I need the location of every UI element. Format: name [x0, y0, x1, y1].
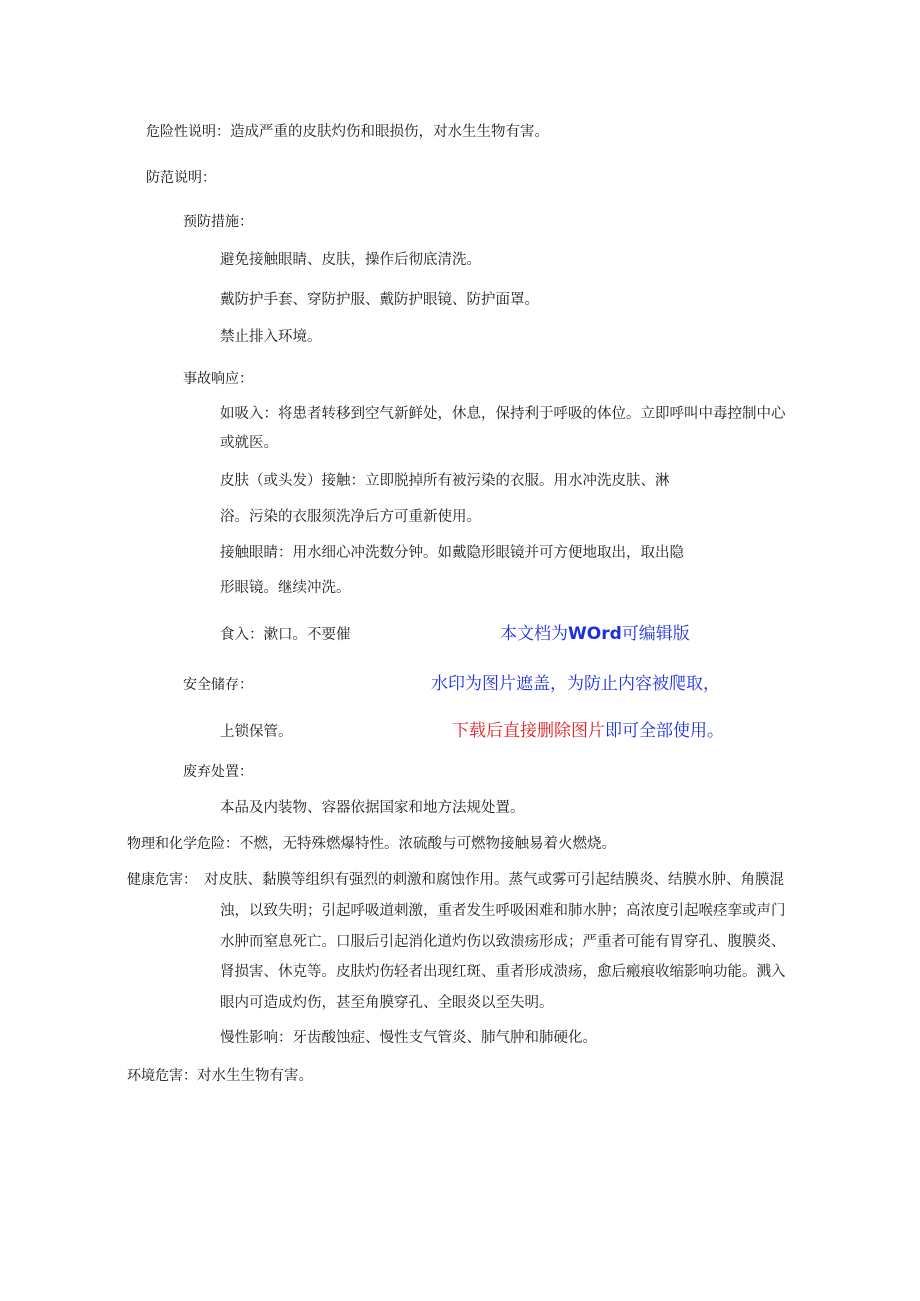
precaution-label: 防范说明： [146, 170, 216, 186]
watermark-text: 即可全部使用。 [605, 721, 724, 741]
watermark-word-text: WOrd [568, 624, 622, 644]
health-hazard-line: 眼内可造成灼伤，甚至角膜穿孔、全眼炎以至失明。 [220, 995, 554, 1011]
prevention-label: 预防措施： [183, 214, 253, 230]
storage-text: 上锁保管。 [220, 724, 293, 740]
environmental-hazard-label: 环境危害： [127, 1068, 197, 1084]
hazard-statement-text: 造成严重的皮肤灼伤和眼损伤，对水生生物有害。 [230, 124, 549, 140]
response-line: 浴。污染的衣服须洗净后方可重新使用。 [220, 509, 481, 525]
disposal-label: 废弃处置： [183, 764, 253, 780]
storage-label: 安全储存： [183, 677, 253, 693]
physical-chemical-hazard-text: 不燃，无特殊燃爆特性。浓硫酸与可燃物接触易着火燃烧。 [239, 836, 616, 852]
prevention-item: 戴防护手套、穿防护服、戴防护眼镜、防护面罩。 [220, 292, 539, 308]
physical-chemical-hazard-line [127, 834, 616, 854]
health-hazard-line: 水肿而窒息死亡。口服后引起消化道灼伤以致溃疡形成；严重者可能有胃穿孔、腹膜炎、 [220, 934, 786, 950]
health-hazard-chronic: 慢性影响：牙齿酸蚀症、慢性支气管炎、肺气肿和肺硬化。 [220, 1030, 597, 1046]
health-hazard-line: 肾损害、休克等。皮肤灼伤轻者出现红斑、重者形成溃疡，愈后瘢痕收缩影响功能。溅入 [220, 964, 786, 980]
watermark-text: 下载后直接删除图片 [452, 721, 605, 741]
health-hazard-line: 浊，以致失明；引起呼吸道刺激，重者发生呼吸困难和肺水肿；高浓度引起喉痉挛或声门 [220, 903, 786, 919]
watermark-line-1 [500, 623, 690, 645]
response-line: 接触眼睛：用水细心冲洗数分钟。如戴隐形眼镜并可方便地取出，取出隐 [220, 545, 684, 561]
watermark-text: 本文档为 [500, 624, 568, 644]
disposal-text: 本品及内装物、容器依据国家和地方法规处置。 [220, 800, 525, 816]
response-line: 或就医。 [220, 435, 278, 451]
watermark-line-3 [452, 720, 724, 742]
hazard-statement-label: 危险性说明： [146, 124, 230, 140]
physical-chemical-hazard-label: 物理和化学危险： [127, 836, 239, 852]
hazard-statement-line [146, 122, 549, 142]
health-hazard-label: 健康危害： [127, 872, 197, 888]
watermark-text: 可编辑版 [621, 624, 690, 644]
environmental-hazard-text: 对水生生物有害。 [197, 1068, 313, 1084]
watermark-line-2: 水印为图片遮盖，为防止内容被爬取， [431, 674, 720, 694]
response-label: 事故响应： [183, 371, 253, 387]
prevention-item: 禁止排入环境。 [220, 329, 322, 345]
environmental-hazard-line [127, 1066, 313, 1086]
health-hazard-line: 对皮肤、黏膜等组织有强烈的刺激和腐蚀作用。蒸气或雾可引起结膜炎、结膜水肿、角膜混 [204, 872, 784, 888]
response-line: 形眼镜。继续冲洗。 [220, 580, 351, 596]
response-line: 如吸入：将患者转移到空气新鲜处，休息，保持利于呼吸的体位。立即呼叫中毒控制中心 [220, 406, 786, 422]
response-line: 食入：漱口。不要催 [220, 627, 351, 643]
prevention-item: 避免接触眼睛、皮肤，操作后彻底清洗。 [220, 252, 481, 268]
response-line: 皮肤（或头发）接触：立即脱掉所有被污染的衣服。用水冲洗皮肤、淋 [220, 473, 670, 489]
